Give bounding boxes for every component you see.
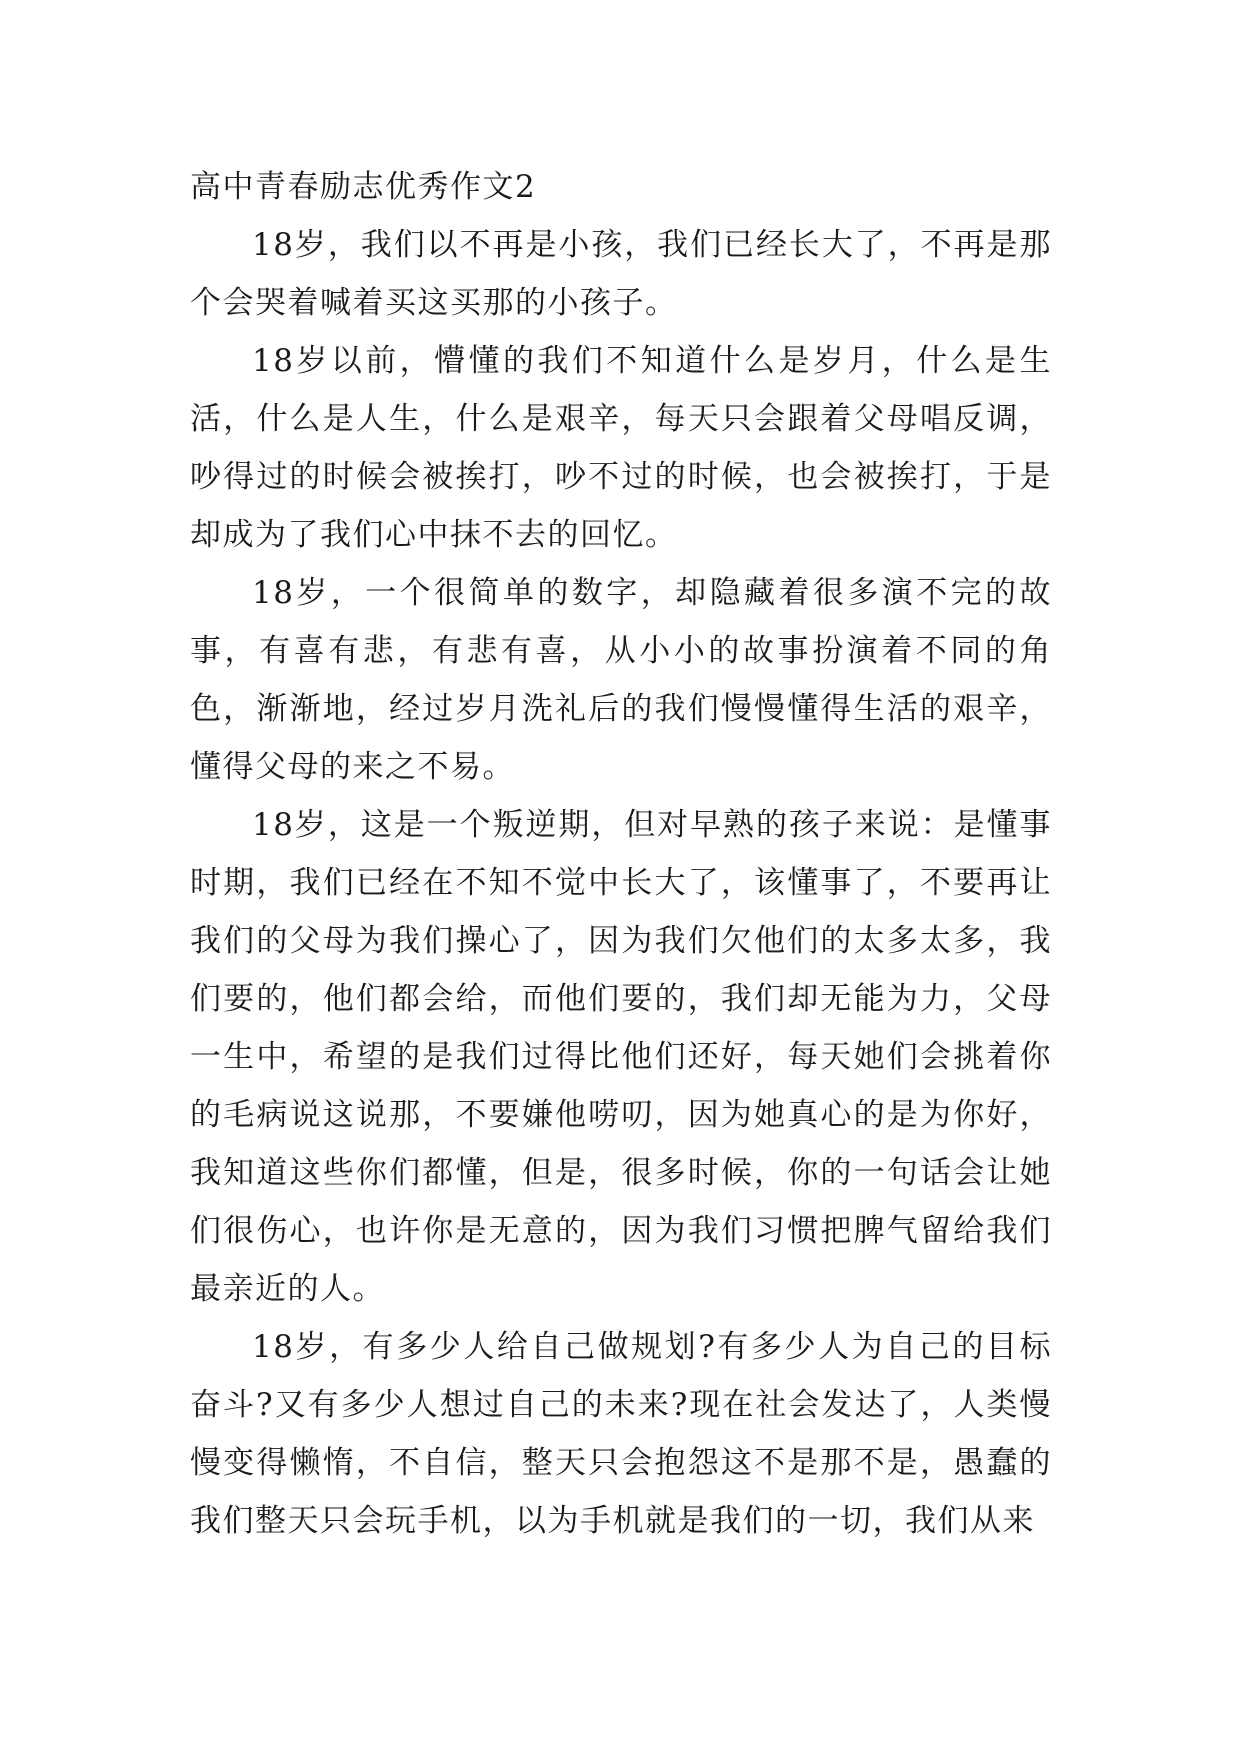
paragraph-2: 18岁以前，懵懂的我们不知道什么是岁月，什么是生活，什么是人生，什么是艰辛，每天只会跟着父母唱反调，吵得过的时候会被挨打，吵不过的时候，也会被挨打，于是却成为了我们心中抹不去的回忆。: [190, 343, 1052, 553]
document-title: 高中青春励志优秀作文2: [190, 169, 537, 205]
paragraph-3: 18岁，一个很简单的数字，却隐藏着很多演不完的故事，有喜有悲，有悲有喜，从小小的故事扮演着不同的角色，渐渐地，经过岁月洗礼后的我们慢慢懂得生活的艰辛，懂得父母的来之不易。: [190, 575, 1052, 785]
document-body: [190, 158, 1052, 1550]
paragraph-1: 18岁，我们以不再是小孩，我们已经长大了，不再是那个会哭着喊着买这买那的小孩子。: [190, 227, 1052, 321]
paragraph-4: 18岁，这是一个叛逆期，但对早熟的孩子来说：是懂事时期，我们已经在不知不觉中长大了，该懂事了，不要再让我们的父母为我们操心了，因为我们欠他们的太多太多，我们要的，他们都会给，而他们要的，我们却无能为力，父母一生中，希望的是我们过得比他们还好，每天她们会挑着你的毛病说这说那，不要嫌他唠叨，因为她真心的是为你好，我知道这些你们都懂，但是，很多时候，你的一句话会让她们很伤心，也许你是无意的，因为我们习惯把脾气留给我们最亲近的人。: [190, 807, 1052, 1307]
paragraph-5: 18岁，有多少人给自己做规划?有多少人为自己的目标奋斗?又有多少人想过自己的未来?现在社会发达了，人类慢慢变得懒惰，不自信，整天只会抱怨这不是那不是，愚蠢的我们整天只会玩手机，以为手机就是我们的一切，我们从来: [190, 1329, 1052, 1539]
